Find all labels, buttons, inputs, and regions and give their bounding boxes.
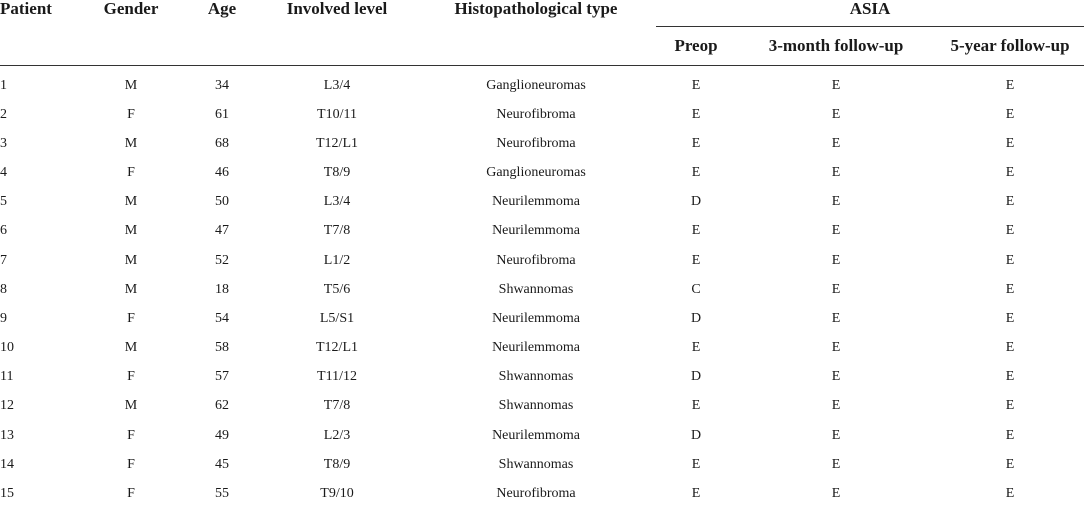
table-row — [0, 158, 1084, 187]
cell-patient: 1 — [0, 78, 7, 93]
table-row — [0, 66, 1084, 101]
cell-gender: M — [124, 398, 138, 414]
cell-3-month-follow-up: E — [831, 164, 841, 180]
cell-patient: 2 — [0, 106, 7, 122]
cell-involved-level: L5/S1 — [319, 310, 355, 326]
cell-histopathological-type: Neurilemmoma — [492, 223, 580, 239]
cell-gender: M — [124, 223, 138, 239]
table-row — [0, 363, 1084, 392]
cell-5-year-follow-up: E — [1005, 486, 1015, 502]
header-gender: Gender — [76, 0, 186, 66]
cell-age: 57 — [215, 369, 229, 385]
cell-gender: M — [124, 135, 138, 151]
cell-preop: D — [690, 194, 702, 210]
cell-preop: E — [691, 78, 701, 93]
cell-patient: 10 — [0, 340, 14, 356]
cell-3-month-follow-up: E — [831, 340, 841, 356]
cell-age: 54 — [215, 310, 229, 326]
cell-patient: 3 — [0, 135, 7, 151]
table-row — [0, 217, 1084, 246]
cell-5-year-follow-up: E — [1005, 78, 1015, 93]
cell-gender: F — [127, 310, 135, 326]
table-header — [0, 0, 1084, 66]
cell-age: 18 — [215, 281, 229, 297]
cell-age: 34 — [215, 78, 229, 93]
cell-3-month-follow-up: E — [831, 456, 841, 472]
cell-3-month-follow-up: E — [831, 194, 841, 210]
cell-patient: 7 — [0, 252, 7, 268]
cell-5-year-follow-up: E — [1005, 281, 1015, 297]
cell-involved-level: T8/9 — [323, 456, 351, 472]
cell-age: 52 — [215, 252, 229, 268]
cell-histopathological-type: Neurofibroma — [496, 486, 576, 502]
cell-preop: E — [691, 340, 701, 356]
cell-gender: F — [127, 164, 135, 180]
cell-gender: M — [124, 78, 138, 93]
cell-patient: 12 — [0, 398, 14, 414]
cell-gender: M — [124, 281, 138, 297]
cell-histopathological-type: Ganglioneuromas — [486, 78, 586, 93]
cell-histopathological-type: Neurofibroma — [496, 106, 576, 122]
header-preop: Preop — [656, 27, 736, 66]
cell-involved-level: L3/4 — [323, 194, 351, 210]
cell-5-year-follow-up: E — [1005, 369, 1015, 385]
cell-age: 46 — [215, 164, 229, 180]
cell-3-month-follow-up: E — [831, 427, 841, 443]
cell-histopathological-type: Neurofibroma — [496, 252, 576, 268]
cell-preop: D — [690, 310, 702, 326]
table-row — [0, 275, 1084, 304]
cell-patient: 13 — [0, 427, 14, 443]
cell-gender: F — [127, 486, 135, 502]
cell-preop: E — [691, 223, 701, 239]
cell-preop: D — [690, 369, 702, 385]
cell-3-month-follow-up: E — [831, 281, 841, 297]
cell-3-month-follow-up: E — [831, 106, 841, 122]
cell-involved-level: T9/10 — [320, 486, 354, 502]
cell-3-month-follow-up: E — [831, 135, 841, 151]
cell-histopathological-type: Neurilemmoma — [492, 340, 580, 356]
cell-age: 45 — [215, 456, 229, 472]
cell-preop: D — [690, 427, 702, 443]
table-row — [0, 188, 1084, 217]
cell-involved-level: T7/8 — [323, 398, 351, 414]
cell-histopathological-type: Shwannomas — [498, 369, 574, 385]
header-asia: ASIA — [656, 0, 1084, 27]
cell-histopathological-type: Neurofibroma — [496, 135, 576, 151]
cell-age: 62 — [215, 398, 229, 414]
cell-histopathological-type: Neurilemmoma — [492, 194, 580, 210]
cell-involved-level: T11/12 — [317, 369, 357, 385]
header-age: Age — [186, 0, 258, 66]
cell-age: 55 — [215, 486, 229, 502]
cell-5-year-follow-up: E — [1005, 456, 1015, 472]
cell-patient: 14 — [0, 456, 14, 472]
cell-5-year-follow-up: E — [1005, 223, 1015, 239]
cell-preop: C — [691, 281, 701, 297]
cell-3-month-follow-up: E — [831, 369, 841, 385]
cell-3-month-follow-up: E — [831, 398, 841, 414]
cell-involved-level: T7/8 — [323, 223, 351, 239]
cell-age: 47 — [215, 223, 229, 239]
cell-5-year-follow-up: E — [1005, 106, 1015, 122]
cell-5-year-follow-up: E — [1005, 427, 1015, 443]
table-row — [0, 100, 1084, 129]
cell-gender: M — [124, 340, 138, 356]
cell-5-year-follow-up: E — [1005, 252, 1015, 268]
cell-involved-level: T12/L1 — [316, 135, 358, 151]
header-histopathological-type: Histopathological type — [416, 0, 656, 66]
cell-gender: M — [124, 252, 138, 268]
cell-5-year-follow-up: E — [1005, 194, 1015, 210]
cell-patient: 11 — [0, 369, 14, 385]
cell-gender: F — [127, 106, 135, 122]
cell-involved-level: L3/4 — [323, 78, 351, 93]
table-row — [0, 246, 1084, 275]
cell-histopathological-type: Ganglioneuromas — [486, 164, 586, 180]
cell-age: 50 — [215, 194, 229, 210]
cell-involved-level: L2/3 — [323, 427, 351, 443]
cell-preop: E — [691, 106, 701, 122]
header-patient: Patient — [0, 0, 76, 66]
cell-age: 68 — [215, 135, 229, 151]
table-row — [0, 334, 1084, 363]
cell-histopathological-type: Shwannomas — [498, 281, 574, 297]
cell-histopathological-type: Shwannomas — [498, 398, 574, 414]
cell-patient: 4 — [0, 164, 7, 180]
cell-patient: 5 — [0, 194, 7, 210]
table-row — [0, 129, 1084, 158]
cell-patient: 9 — [0, 310, 7, 326]
cell-3-month-follow-up: E — [831, 223, 841, 239]
cell-patient: 8 — [0, 281, 7, 297]
cell-involved-level: L1/2 — [323, 252, 351, 268]
header-3-month-follow-up: 3-month follow-up — [736, 27, 936, 66]
cell-histopathological-type: Neurilemmoma — [492, 427, 580, 443]
table-row — [0, 421, 1084, 450]
cell-patient: 6 — [0, 223, 7, 239]
cell-age: 49 — [215, 427, 229, 443]
cell-age: 61 — [215, 106, 229, 122]
cell-age: 58 — [215, 340, 229, 356]
cell-gender: M — [124, 194, 138, 210]
cell-3-month-follow-up: E — [831, 310, 841, 326]
header-involved-level: Involved level — [258, 0, 416, 66]
cell-involved-level: T10/11 — [317, 106, 357, 122]
cell-5-year-follow-up: E — [1005, 135, 1015, 151]
cell-preop: E — [691, 164, 701, 180]
table-row — [0, 304, 1084, 333]
cell-gender: F — [127, 456, 135, 472]
cell-preop: E — [691, 398, 701, 414]
table-row — [0, 450, 1084, 479]
cell-5-year-follow-up: E — [1005, 398, 1015, 414]
table-row — [0, 479, 1084, 508]
cell-involved-level: T12/L1 — [316, 340, 358, 356]
cell-preop: E — [691, 486, 701, 502]
cell-involved-level: T5/6 — [323, 281, 351, 297]
cell-5-year-follow-up: E — [1005, 310, 1015, 326]
cell-patient: 15 — [0, 486, 14, 502]
cell-preop: E — [691, 252, 701, 268]
cell-3-month-follow-up: E — [831, 486, 841, 502]
cell-3-month-follow-up: E — [831, 252, 841, 268]
cell-involved-level: T8/9 — [323, 164, 351, 180]
cell-3-month-follow-up: E — [831, 78, 841, 93]
cell-preop: E — [691, 456, 701, 472]
cell-5-year-follow-up: E — [1005, 340, 1015, 356]
cell-gender: F — [127, 369, 135, 385]
cell-5-year-follow-up: E — [1005, 164, 1015, 180]
table-body — [0, 66, 1084, 509]
cell-histopathological-type: Neurilemmoma — [492, 310, 580, 326]
header-5-year-follow-up: 5-year follow-up — [936, 27, 1084, 66]
cell-gender: F — [127, 427, 135, 443]
table-row — [0, 392, 1084, 421]
cell-histopathological-type: Shwannomas — [498, 456, 574, 472]
cell-preop: E — [691, 135, 701, 151]
